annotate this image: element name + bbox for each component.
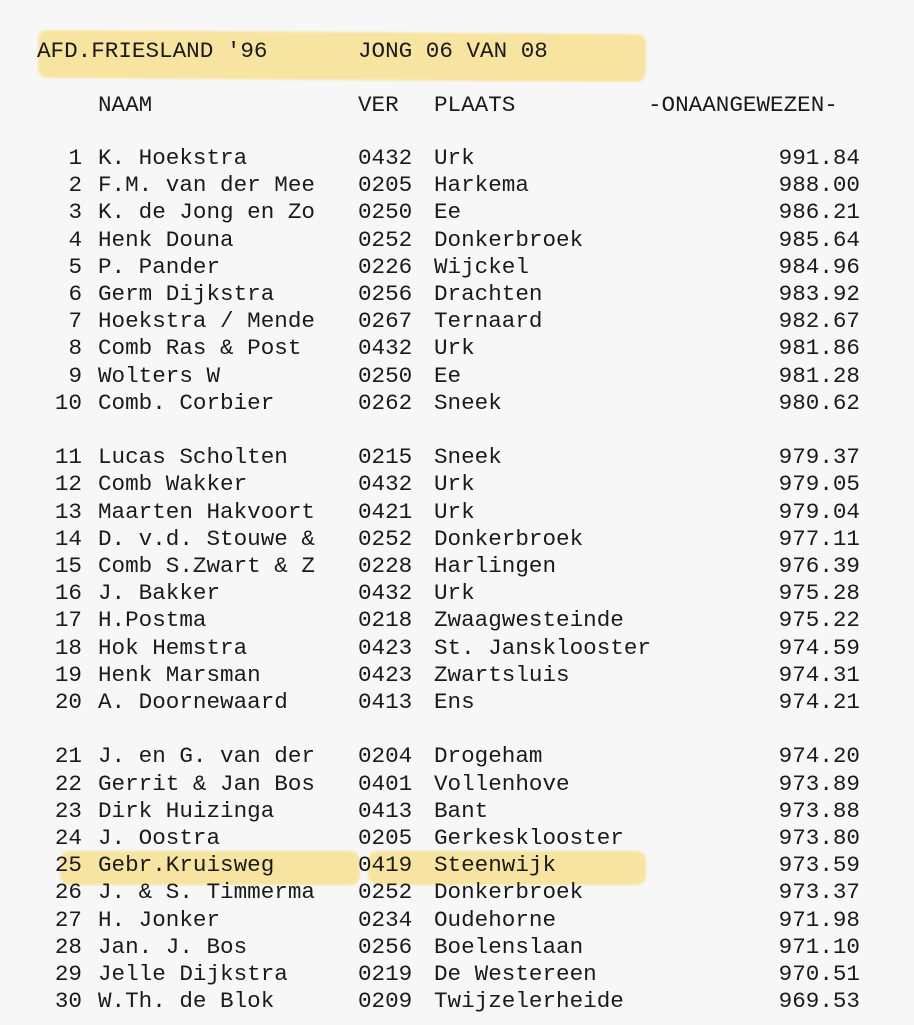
- row-score: 981.28: [778, 362, 860, 389]
- row-ver: 0421: [358, 498, 413, 525]
- row-score: 973.37: [778, 879, 860, 906]
- row-plaats: Drogeham: [434, 743, 543, 770]
- row-ver: 0205: [358, 825, 413, 851]
- row-name: Jelle Dijkstra: [98, 961, 288, 987]
- row-plaats: Donkerbroek: [434, 226, 584, 253]
- row-name: J. & S. Timmerma: [98, 879, 315, 906]
- row-ver: 0432: [358, 335, 413, 362]
- row-ver: 0432: [358, 145, 413, 171]
- table-row: [0, 444, 914, 471]
- row-rank: 22: [54, 770, 82, 797]
- row-ver: 0205: [358, 172, 413, 199]
- header-plaats: PLAATS: [434, 92, 516, 118]
- table-row: [0, 743, 914, 770]
- row-name: J. en G. van der: [98, 743, 315, 770]
- row-score: 974.59: [778, 634, 860, 661]
- row-rank: 15: [54, 553, 82, 579]
- row-score: 988.00: [778, 172, 860, 199]
- row-ver: 0432: [358, 471, 413, 498]
- row-name: Comb. Corbier: [98, 389, 275, 416]
- row-name: W.Th. de Blok: [98, 988, 275, 1015]
- row-plaats: Urk: [434, 335, 475, 362]
- row-ver: 0252: [358, 226, 413, 253]
- title-category: JONG 06 VAN 08: [358, 38, 548, 64]
- row-score: 970.51: [778, 961, 860, 987]
- row-plaats: Wijckel: [434, 253, 529, 280]
- row-plaats: Drachten: [434, 281, 543, 307]
- row-name: Comb S.Zwart & Z: [98, 553, 315, 579]
- table-row: [0, 335, 914, 362]
- row-name: A. Doornewaard: [98, 689, 288, 715]
- table-row: [0, 961, 914, 988]
- table-row: [0, 145, 914, 172]
- row-ver: 0218: [358, 607, 413, 634]
- row-rank: 1: [68, 145, 82, 171]
- row-name: Lucas Scholten: [98, 444, 288, 471]
- row-name: F.M. van der Mee: [98, 172, 315, 199]
- row-rank: 27: [54, 906, 82, 933]
- row-plaats: De Westereen: [434, 961, 597, 987]
- table-row: [0, 852, 914, 879]
- row-name: J. Bakker: [98, 580, 221, 607]
- row-score: 969.53: [778, 988, 860, 1015]
- row-plaats: Bant: [434, 797, 489, 824]
- row-plaats: Ternaard: [434, 308, 543, 335]
- row-name: Dirk Huizinga: [98, 797, 275, 824]
- row-ver: 0215: [358, 444, 413, 471]
- table-row: [0, 689, 914, 716]
- row-plaats: Vollenhove: [434, 770, 570, 797]
- row-ver: 0228: [358, 553, 413, 579]
- row-plaats: Zwartsluis: [434, 661, 570, 688]
- table-row: [0, 825, 914, 852]
- row-score: 973.59: [778, 852, 860, 879]
- row-plaats: Boelenslaan: [434, 933, 584, 960]
- table-row: [0, 227, 914, 254]
- row-score: 979.04: [778, 498, 860, 525]
- row-ver: 0234: [358, 906, 413, 933]
- row-name: J. Oostra: [98, 825, 221, 851]
- row-ver: 0226: [358, 253, 413, 280]
- table-row: [0, 580, 914, 607]
- table-row: [0, 308, 914, 335]
- title-department: AFD.FRIESLAND '96: [37, 38, 268, 64]
- row-rank: 26: [54, 879, 82, 906]
- row-rank: 16: [54, 580, 82, 607]
- row-score: 973.88: [778, 797, 860, 824]
- row-name: Gebr.Kruisweg: [98, 852, 275, 879]
- table-row: [0, 526, 914, 553]
- table-row: [0, 988, 914, 1015]
- row-rank: 11: [54, 444, 82, 471]
- row-ver: 0413: [358, 797, 413, 824]
- row-ver: 0256: [358, 281, 413, 307]
- row-rank: 10: [54, 389, 82, 416]
- table-row: [0, 390, 914, 417]
- table-row: [0, 553, 914, 580]
- table-row: [0, 199, 914, 226]
- row-plaats: Harlingen: [434, 553, 557, 579]
- row-score: 983.92: [778, 281, 860, 307]
- row-plaats: Oudehorne: [434, 906, 557, 933]
- table-row: [0, 281, 914, 308]
- row-ver: 0219: [358, 961, 413, 987]
- row-ver: 0267: [358, 308, 413, 335]
- row-plaats: Zwaagwesteinde: [434, 607, 624, 634]
- row-plaats: Urk: [434, 580, 475, 607]
- row-plaats: Ee: [434, 362, 462, 389]
- row-score: 979.37: [778, 444, 860, 471]
- row-name: Maarten Hakvoort: [98, 498, 315, 525]
- row-plaats: Urk: [434, 498, 475, 525]
- row-score: 982.67: [778, 308, 860, 335]
- row-rank: 3: [68, 199, 82, 226]
- row-plaats: Harkema: [434, 172, 529, 199]
- row-score: 974.21: [778, 689, 860, 715]
- row-name: K. Hoekstra: [98, 145, 248, 171]
- row-ver: 0252: [358, 879, 413, 906]
- row-rank: 18: [54, 634, 82, 661]
- table-row: [0, 934, 914, 961]
- row-ver: 0423: [358, 661, 413, 688]
- table-row: [0, 907, 914, 934]
- table-row: [0, 771, 914, 798]
- row-plaats: Steenwijk: [434, 852, 557, 879]
- row-plaats: Urk: [434, 471, 475, 498]
- row-name: Comb Ras & Post: [98, 335, 302, 362]
- row-score: 976.39: [778, 553, 860, 579]
- row-score: 974.20: [778, 743, 860, 770]
- row-ver: 0204: [358, 743, 413, 770]
- row-score: 975.22: [778, 607, 860, 634]
- row-rank: 23: [54, 797, 82, 824]
- row-score: 985.64: [778, 226, 860, 253]
- row-name: Comb Wakker: [98, 471, 248, 498]
- row-name: D. v.d. Stouwe &: [98, 525, 315, 552]
- row-name: H.Postma: [98, 607, 207, 634]
- row-rank: 6: [68, 281, 82, 307]
- row-rank: 12: [54, 471, 82, 498]
- row-name: Henk Douna: [98, 226, 234, 253]
- row-rank: 7: [68, 308, 82, 335]
- title-line: [0, 38, 914, 65]
- row-rank: 30: [54, 988, 82, 1015]
- row-rank: 24: [54, 825, 82, 851]
- row-score: 984.96: [778, 253, 860, 280]
- row-name: Jan. J. Bos: [98, 933, 248, 960]
- row-plaats: Ee: [434, 199, 462, 226]
- row-rank: 19: [54, 661, 82, 688]
- row-plaats: Sneek: [434, 389, 502, 416]
- row-score: 980.62: [778, 389, 860, 416]
- row-name: H. Jonker: [98, 906, 221, 933]
- table-row: [0, 662, 914, 689]
- row-ver: 0250: [358, 199, 413, 226]
- row-score: 991.84: [778, 145, 860, 171]
- row-plaats: Urk: [434, 145, 475, 171]
- row-plaats: St. Jansklooster: [434, 634, 651, 661]
- row-score: 973.89: [778, 770, 860, 797]
- column-header-row: [0, 92, 914, 119]
- row-plaats: Donkerbroek: [434, 879, 584, 906]
- row-rank: 9: [68, 362, 82, 389]
- row-ver: 0432: [358, 580, 413, 607]
- row-ver: 0401: [358, 770, 413, 797]
- row-name: K. de Jong en Zo: [98, 199, 315, 226]
- row-score: 979.05: [778, 471, 860, 498]
- row-score: 971.98: [778, 906, 860, 933]
- row-name: P. Pander: [98, 253, 221, 280]
- row-ver: 0419: [358, 852, 413, 879]
- row-plaats: Gerkesklooster: [434, 825, 624, 851]
- row-rank: 2: [68, 172, 82, 199]
- table-row: [0, 471, 914, 498]
- table-row: [0, 254, 914, 281]
- row-rank: 20: [54, 689, 82, 715]
- row-name: Wolters W: [98, 362, 221, 389]
- table-row: [0, 607, 914, 634]
- row-name: Hok Hemstra: [98, 634, 248, 661]
- row-rank: 13: [54, 498, 82, 525]
- row-ver: 0423: [358, 634, 413, 661]
- row-rank: 5: [68, 253, 82, 280]
- table-row: [0, 635, 914, 662]
- row-score: 975.28: [778, 580, 860, 607]
- row-plaats: Sneek: [434, 444, 502, 471]
- row-ver: 0250: [358, 362, 413, 389]
- row-score: 986.21: [778, 199, 860, 226]
- header-score: -ONAANGEWEZEN-: [648, 92, 838, 118]
- row-rank: 29: [54, 961, 82, 987]
- header-ver: VER: [358, 92, 399, 118]
- row-score: 971.10: [778, 933, 860, 960]
- row-ver: 0413: [358, 689, 413, 715]
- table-row: [0, 798, 914, 825]
- table-row: [0, 363, 914, 390]
- row-name: Germ Dijkstra: [98, 281, 275, 307]
- row-score: 977.11: [778, 525, 860, 552]
- row-ver: 0252: [358, 525, 413, 552]
- row-rank: 17: [54, 607, 82, 634]
- header-naam: NAAM: [98, 92, 153, 118]
- row-name: Gerrit & Jan Bos: [98, 770, 315, 797]
- row-score: 973.80: [778, 825, 860, 851]
- table-row: [0, 172, 914, 199]
- row-ver: 0262: [358, 389, 413, 416]
- row-name: Henk Marsman: [98, 661, 261, 688]
- row-plaats: Donkerbroek: [434, 525, 584, 552]
- row-score: 981.86: [778, 335, 860, 362]
- row-rank: 21: [54, 743, 82, 770]
- row-ver: 0256: [358, 933, 413, 960]
- table-row: [0, 879, 914, 906]
- table-row: [0, 499, 914, 526]
- row-rank: 28: [54, 933, 82, 960]
- row-ver: 0209: [358, 988, 413, 1015]
- row-rank: 25: [54, 852, 82, 879]
- row-rank: 8: [68, 335, 82, 362]
- row-plaats: Twijzelerheide: [434, 988, 624, 1015]
- row-plaats: Ens: [434, 689, 475, 715]
- row-name: Hoekstra / Mende: [98, 308, 315, 335]
- row-rank: 14: [54, 525, 82, 552]
- row-rank: 4: [68, 226, 82, 253]
- row-score: 974.31: [778, 661, 860, 688]
